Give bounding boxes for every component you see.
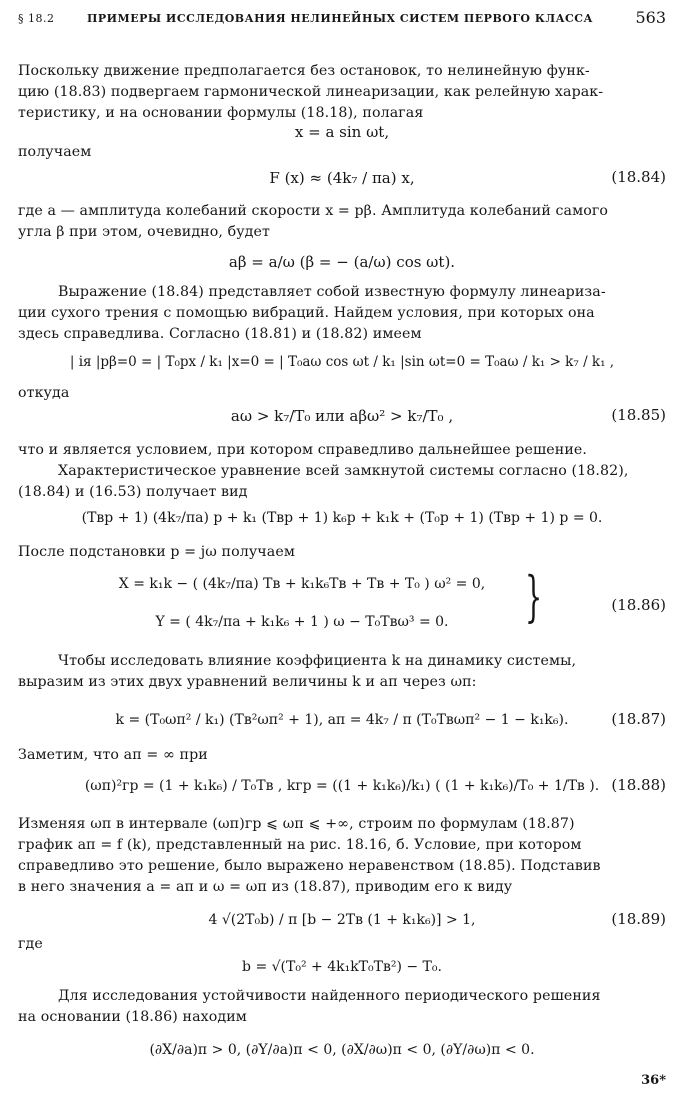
equation-number: (18.84): [611, 168, 666, 186]
equation-number: (18.87): [611, 710, 666, 728]
text-line: ции сухого трения с помощью вибраций. Найдем условия, при которых она: [18, 305, 595, 321]
equation-number: (18.88): [611, 776, 666, 794]
equation: x = a sin ωt,: [294, 123, 390, 141]
text-line: выразим из этих двух уравнений величины k и aп через ωп:: [18, 674, 477, 690]
equation: b = √(T₀² + 4k₁kT₀Tв²) − T₀.: [242, 959, 442, 975]
text-line: откуда: [18, 385, 70, 401]
equation: Y = ( 4k₇/πa + k₁k₆ + 1 ) ω − T₀Tвω³ = 0.: [155, 614, 449, 630]
equation-number: (18.86): [611, 596, 666, 614]
equation: (Tвp + 1) (4k₇/πa) p + k₁ (Tвp + 1) k₆p + k₁k + (T₀p + 1) (Tвp + 1) p = 0.: [81, 510, 603, 526]
equation: (∂X/∂a)п > 0, (∂Y/∂a)п < 0, (∂X/∂ω)п < 0, (∂Y/∂ω)п < 0.: [149, 1042, 535, 1058]
text-line: (18.84) и (16.53) получает вид: [18, 484, 248, 500]
text-line: Поскольку движение предполагается без остановок, то нелинейную функ-: [18, 63, 590, 79]
text-line: в него значения a = aп и ω = ωп из (18.87), приводим его к виду: [18, 879, 513, 895]
text-line: угла β при этом, очевидно, будет: [18, 224, 270, 240]
section-number: § 18.2: [18, 12, 55, 25]
text-line: что и является условием, при котором справедливо дальнейшее решение.: [18, 442, 587, 458]
running-header: [18, 8, 666, 32]
text-line: После подстановки p = jω получаем: [18, 544, 295, 560]
text-line: справедливо это решение, было выражено неравенством (18.85). Подставив: [18, 858, 601, 874]
text-line: Выражение (18.84) представляет собой известную формулу линеаризa-: [58, 284, 606, 300]
signature-mark: 36*: [641, 1073, 666, 1088]
equation: X = k₁k − ( (4k₇/πa) Tв + k₁k₆Tв + Tв + T₀ ) ω² = 0,: [118, 576, 486, 592]
text-line: здесь справедлива. Согласно (18.81) и (18.82) имеем: [18, 326, 422, 342]
text-line: где: [18, 936, 43, 952]
page-number: 563: [635, 8, 666, 27]
equation-number: (18.85): [611, 406, 666, 424]
equation: aω > k₇/T₀ или aβω² > k₇/T₀ ,: [230, 407, 454, 425]
text-line: где a — амплитуда колебаний скорости x = pβ. Амплитуда колебаний самого: [18, 203, 609, 219]
text-line: цию (18.83) подвергаем гармонической линеаризации, как релейную харак-: [18, 84, 604, 100]
equation: aβ = a/ω (β = − (a/ω) cos ωt).: [228, 253, 456, 271]
equation: F (x) ≈ (4k₇ / πa) x,: [269, 169, 415, 187]
equation: k = (T₀ωп² / k₁) (Tв²ωп² + 1), aп = 4k₇ / π (T₀Tвωп² − 1 − k₁k₆).: [115, 712, 569, 728]
text-line: Заметим, что aп = ∞ при: [18, 747, 208, 763]
text-line: Изменяя ωп в интервале (ωп)гр ⩽ ωп ⩽ +∞, строим по формулам (18.87): [18, 816, 575, 832]
running-title: ПРИМЕРЫ ИССЛЕДОВАНИЯ НЕЛИНЕЙНЫХ СИСТЕМ ПЕРВОГО КЛАССА: [87, 12, 593, 25]
text-line: Для исследования устойчивости найденного периодического решения: [58, 988, 601, 1004]
text-line: график aп = f (k), представленный на рис. 18.16, б. Условие, при котором: [18, 837, 582, 853]
equation: 4 √(2T₀b) / π [b − 2Tв (1 + k₁k₆)] > 1,: [208, 912, 476, 928]
equation: | iя |pβ=0 = | T₀px / k₁ |x=0 = | T₀aω cos ωt / k₁ |sin ωt=0 = T₀aω / k₁ > k₇ / k₁ ,: [69, 354, 615, 370]
text-line: Чтобы исследовать влияние коэффициента k на динамику системы,: [58, 653, 577, 669]
equation: (ωп)²гр = (1 + k₁k₆) / T₀Tв , kгр = ((1 + k₁k₆)/k₁) ( (1 + k₁k₆)/T₀ + 1/Tв ).: [84, 778, 600, 794]
text-line: Характеристическое уравнение всей замкнутой системы согласно (18.82),: [58, 463, 629, 479]
text-line: теристику, и на основании формулы (18.18), полагая: [18, 105, 424, 121]
system-brace: }: [525, 565, 543, 628]
text-line: на основании (18.86) находим: [18, 1009, 247, 1025]
text-line: получаем: [18, 144, 92, 160]
equation-number: (18.89): [611, 910, 666, 928]
